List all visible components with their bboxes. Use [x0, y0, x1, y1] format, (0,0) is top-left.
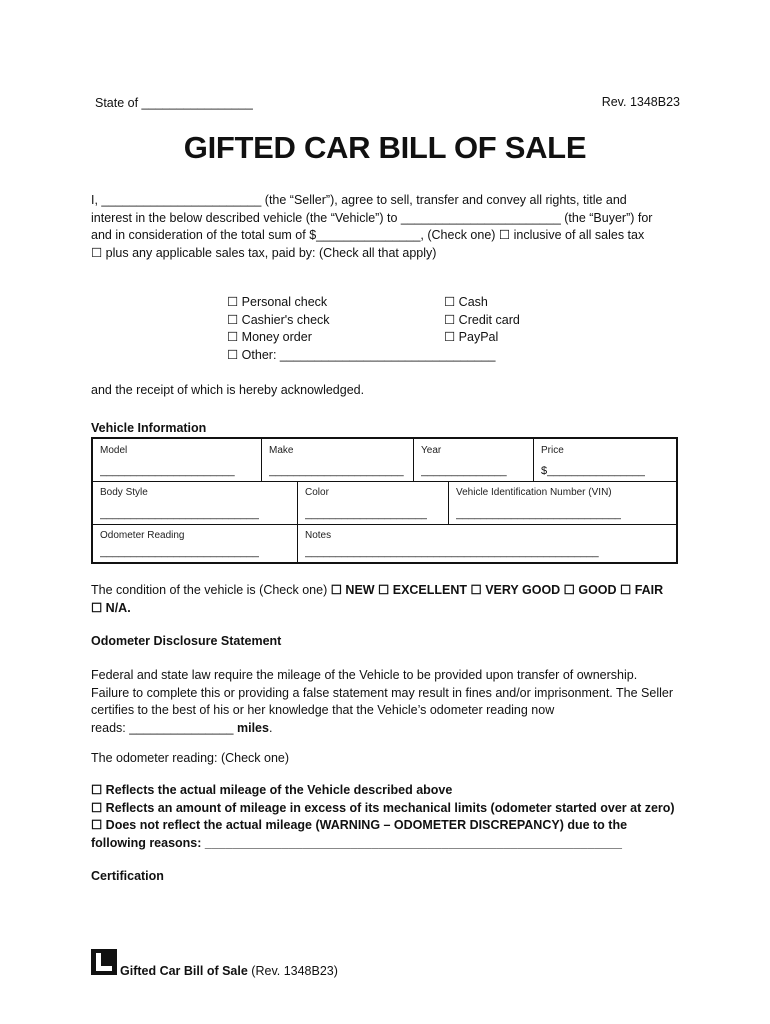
condition-options[interactable]: ☐ NEW ☐ EXCELLENT ☐ VERY GOOD ☐ GOOD ☐ FAIR — [330, 583, 664, 597]
intro-line: I, _______________________ (the “Seller”), agree to sell, transfer and convey all rights, title and — [91, 193, 627, 207]
make-label: Make — [269, 445, 294, 456]
odometer-option-actual[interactable]: ☐ Reflects the actual mileage of the Vehicle described above — [91, 783, 453, 797]
brand-logo-icon — [91, 949, 117, 975]
receipt-acknowledgement: and the receipt of which is hereby acknowledged. — [91, 383, 365, 397]
intro-paragraph — [91, 192, 691, 262]
disclosure-line: certifies to the best of his or her knowledge that the Vehicle’s odometer reading now — [91, 703, 555, 717]
condition-line-1 — [91, 582, 691, 600]
payment-option-money-order[interactable]: ☐ Money order — [227, 330, 312, 344]
body-style-label: Body Style — [100, 487, 148, 498]
footer-label — [120, 964, 338, 978]
payment-option-credit-card[interactable]: ☐ Credit card — [444, 312, 520, 327]
intro-line: and in consideration of the total sum of $_______________, (Check one) ☐ inclusive of all sales tax — [91, 228, 645, 242]
document-title: GIFTED CAR BILL OF SALE — [183, 130, 587, 165]
payment-option-paypal[interactable]: ☐ PayPal — [444, 330, 499, 344]
price-field[interactable]: $________________ — [541, 465, 646, 477]
footer-revision: (Rev. 1348B23) — [251, 964, 338, 978]
body-style-field[interactable]: __________________________ — [100, 508, 260, 520]
odometer-option-excess[interactable]: ☐ Reflects an amount of mileage in excess of its mechanical limits (odometer started over at zero) — [91, 800, 675, 815]
odometer-reading-field[interactable]: __________________________ — [100, 546, 260, 558]
revision-label: Rev. 1348B23 — [601, 95, 680, 109]
odometer-reading-cell[interactable] — [93, 524, 298, 562]
payment-option-cashiers-check[interactable]: ☐ Cashier's check — [227, 312, 330, 327]
disclosure-line: Failure to complete this or providing a false statement may result in fines and/or imprisonment. The Seller — [91, 685, 673, 700]
vehicle-row-1 — [93, 439, 676, 482]
intro-line: ☐ plus any applicable sales tax, paid by: (Check all that apply) — [91, 245, 437, 260]
payment-option-other[interactable]: ☐ Other: _______________________________ — [227, 347, 496, 362]
notes-cell[interactable] — [298, 524, 676, 562]
vehicle-row-2 — [93, 481, 676, 525]
state-of-line: State of ________________ — [95, 96, 253, 110]
make-field[interactable]: ______________________ — [269, 465, 404, 477]
disclosure-line: reads: _______________ miles. — [91, 720, 273, 735]
vehicle-row-3 — [93, 524, 676, 562]
vin-field[interactable]: ___________________________ — [456, 508, 622, 520]
payment-options-right — [444, 294, 520, 347]
odometer-disclosure-paragraph — [91, 667, 691, 737]
vehicle-info-heading: Vehicle Information — [91, 421, 207, 435]
color-field[interactable]: ____________________ — [305, 508, 428, 520]
make-cell[interactable] — [262, 439, 414, 481]
year-cell[interactable] — [414, 439, 534, 481]
odometer-disclosure-heading: Odometer Disclosure Statement — [91, 634, 282, 648]
certification-heading: Certification — [91, 869, 164, 883]
model-label: Model — [100, 445, 128, 456]
odometer-reasons-field[interactable]: following reasons: ____________________________________________________________ — [91, 835, 623, 850]
notes-label: Notes — [305, 530, 332, 541]
body-style-cell[interactable] — [93, 481, 298, 524]
payment-option-cash[interactable]: ☐ Cash — [444, 295, 488, 309]
footer-title: Gifted Car Bill of Sale — [120, 964, 248, 978]
condition-prompt: The condition of the vehicle is (Check one) — [91, 583, 328, 597]
vehicle-condition — [91, 582, 691, 617]
payment-option-personal-check[interactable]: ☐ Personal check — [227, 295, 328, 309]
notes-field[interactable]: ________________________________________________ — [305, 546, 599, 558]
year-label: Year — [421, 445, 442, 456]
price-cell[interactable] — [534, 439, 676, 481]
condition-option-na[interactable]: ☐ N/A. — [91, 600, 131, 615]
vehicle-info-table — [91, 437, 678, 564]
odometer-reads-field[interactable]: reads: _______________ — [91, 720, 234, 735]
vin-cell[interactable] — [449, 481, 676, 524]
year-field[interactable]: ______________ — [421, 465, 507, 477]
disclosure-line: Federal and state law require the mileage of the Vehicle to be provided upon transfer of ownership. — [91, 668, 638, 682]
miles-label: miles — [236, 720, 269, 735]
odometer-reading-prompt: The odometer reading: (Check one) — [91, 751, 290, 765]
odometer-option-not-actual[interactable]: ☐ Does not reflect the actual mileage (WARNING – ODOMETER DISCREPANCY) due to the — [91, 818, 628, 832]
price-label: Price — [541, 445, 564, 456]
odometer-options — [91, 782, 691, 852]
model-field[interactable]: ______________________ — [100, 465, 235, 477]
color-label: Color — [305, 487, 329, 498]
vin-label: Vehicle Identification Number (VIN) — [456, 487, 612, 498]
odometer-reading-label: Odometer Reading — [100, 530, 185, 541]
intro-line: interest in the below described vehicle (the “Vehicle”) to _______________________ (the “Buyer”) for — [91, 210, 653, 225]
model-cell[interactable] — [93, 439, 262, 481]
color-cell[interactable] — [298, 481, 449, 524]
